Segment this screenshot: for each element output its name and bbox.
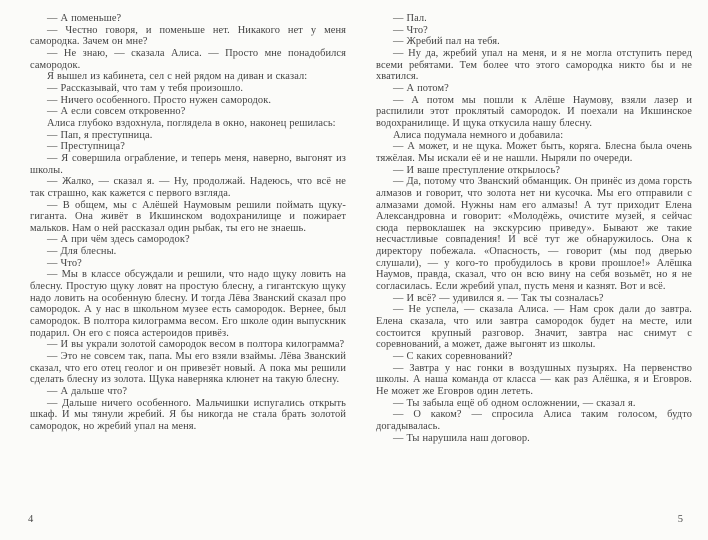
paragraph: — Не успела, — сказала Алиса. — Нам срок дали до завтра. Елена сказала, что или завтра самородок будет на месте, или состоится крупный разговор. Значит, завтра нас снимут с соревнований, а может, даже выгонят из школы. bbox=[376, 304, 692, 351]
paragraph: — И всё? — удивился я. — Так ты созналась? bbox=[393, 292, 604, 304]
paragraph: Я вышел из кабинета, сел с ней рядом на диван и сказал: bbox=[47, 71, 308, 83]
paragraph: — Что? bbox=[47, 257, 82, 269]
page-number-left: 4 bbox=[28, 514, 34, 525]
paragraph: — Ничего особенного. Просто нужен самородок. bbox=[47, 94, 272, 106]
paragraph: Алиса глубоко вздохнула, поглядела в окно, наконец решилась: bbox=[47, 117, 336, 129]
paragraph: — Ты забыла ещё об одном осложнении, — сказал я. bbox=[393, 397, 636, 409]
paragraph: — Дальше ничего особенного. Мальчишки испугались открыть шкаф. И мы тянули жребий. Я бы никогда не стала брать золотой самородок, но жребий упал на меня. bbox=[30, 397, 346, 432]
paragraph: — Что? bbox=[393, 24, 428, 36]
paragraph: — А потом? bbox=[393, 82, 449, 94]
paragraph: — Не знаю, — сказала Алиса. — Просто мне понадобился самородок. bbox=[30, 47, 346, 71]
paragraph: — Пап, я преступница. bbox=[47, 129, 153, 141]
page-number-right: 5 bbox=[677, 514, 683, 525]
paragraph: — В общем, мы с Алёшей Наумовым решили поймать щуку-гиганта. Она живёт в Икшинском водохранилище и пожирает мальков. Нам о ней рассказал один рыбак, ты его не знаешь. bbox=[30, 199, 346, 234]
paragraph: — Мы в классе обсуждали и решили, что надо щуку ловить на блесну. Простую щуку ловят на простую блесну, а гигантскую щуку надо ловить на особенную блесну. И тогда Лёва Званский сказал про самородок. А у нас в школьном музее есть самородок. Вернее, был самородок. В полтора килограмма весом. Его школе один выпускник подарил. Он его с пояса астероидов привёз. bbox=[30, 269, 346, 339]
paragraph: — А поменьше? bbox=[47, 13, 122, 24]
paragraph: — Это не совсем так, папа. Мы его взяли взаймы. Лёва Званский сказал, что его отец геолог и он привезёт новый. А пока мы решили сделать блесну из золота. Щука наверняка клюнет на такую блесну. bbox=[30, 351, 346, 386]
paragraph: — Рассказывай, что там у тебя произошло. bbox=[47, 82, 244, 94]
page-right bbox=[354, 0, 708, 540]
paragraph: — Ну да, жребий упал на меня, и я не могла отступить перед всеми ребятами. Тем более что этого самородка никто бы и не хватился. bbox=[376, 47, 692, 83]
page-left-text bbox=[30, 13, 346, 433]
paragraph: — А при чём здесь самородок? bbox=[47, 234, 190, 246]
paragraph: — Пал. bbox=[393, 13, 427, 24]
paragraph: — С каких соревнований? bbox=[393, 351, 513, 363]
paragraph: — Преступница? bbox=[47, 141, 125, 153]
paragraph: — Я совершила ограбление, и теперь меня, наверно, выгонят из школы. bbox=[30, 152, 346, 176]
paragraph: — И вы украли золотой самородок весом в полтора килограмма? bbox=[47, 339, 345, 351]
paragraph: — А дальше что? bbox=[47, 386, 128, 397]
paragraph: — Да, потому что Званский обманщик. Он принёс из дома горсть алмазов и говорит, что золота нет ни кусочка. Мы его отправили с алмазами домой. Нужны нам его алмазы! А тут приходит Елена Александровна и говорит: «Молодёжь, очистите музей, я сейчас сюда первоклашек на экскурсию приведу». Бывают же такие несчастливые совпадения! И всё тут же обнаружилось. Она к директору побежала. «Опасность, — говорит (мы под дверью слушали), — у кого-то пробудилось в крови прошлое!» Алёшка Наумов, правда, сказал, что он всю вину на себя возьмёт, но я не согласилась. Если жребий упал, пусть меня и казнят. Вот и всё. bbox=[376, 176, 692, 293]
paragraph: — А потом мы пошли к Алёше Наумову, взяли лазер и распилили этот проклятый самородок. И поехали на Икшинское водохранилище. И щука откусила нашу блесну. bbox=[376, 94, 692, 129]
page-right-text bbox=[376, 13, 692, 444]
paragraph: — Честно говоря, и поменьше нет. Никакого нет у меня самородка. Зачем он мне? bbox=[30, 24, 346, 48]
paragraph: Алиса подумала немного и добавила: bbox=[393, 129, 564, 141]
paragraph: — А может, и не щука. Может быть, коряга. Блесна была очень тяжёлая. Мы искали её и не нашли. Ныряли по очереди. bbox=[376, 141, 692, 164]
paragraph: — Завтра у нас гонки в воздушных пузырях. На первенство школы. А наша команда от класса — как раз Алёшка, я и Еговров. Не может же Еговров один лететь. bbox=[376, 362, 692, 397]
paragraph: — И ваше преступление открылось? bbox=[393, 164, 561, 176]
paragraph: — Жалко, — сказал я. — Ну, продолжай. Надеюсь, что всё не так страшно, как кажется с первого взгляда. bbox=[30, 176, 346, 199]
paragraph: — Жребий пал на тебя. bbox=[393, 36, 500, 48]
paragraph: — Для блесны. bbox=[47, 246, 117, 258]
paragraph: — Ты нарушила наш договор. bbox=[393, 432, 530, 444]
paragraph: — О каком? — спросила Алиса таким голосом, будто догадывалась. bbox=[376, 409, 692, 432]
paragraph: — А если совсем откровенно? bbox=[47, 106, 186, 118]
